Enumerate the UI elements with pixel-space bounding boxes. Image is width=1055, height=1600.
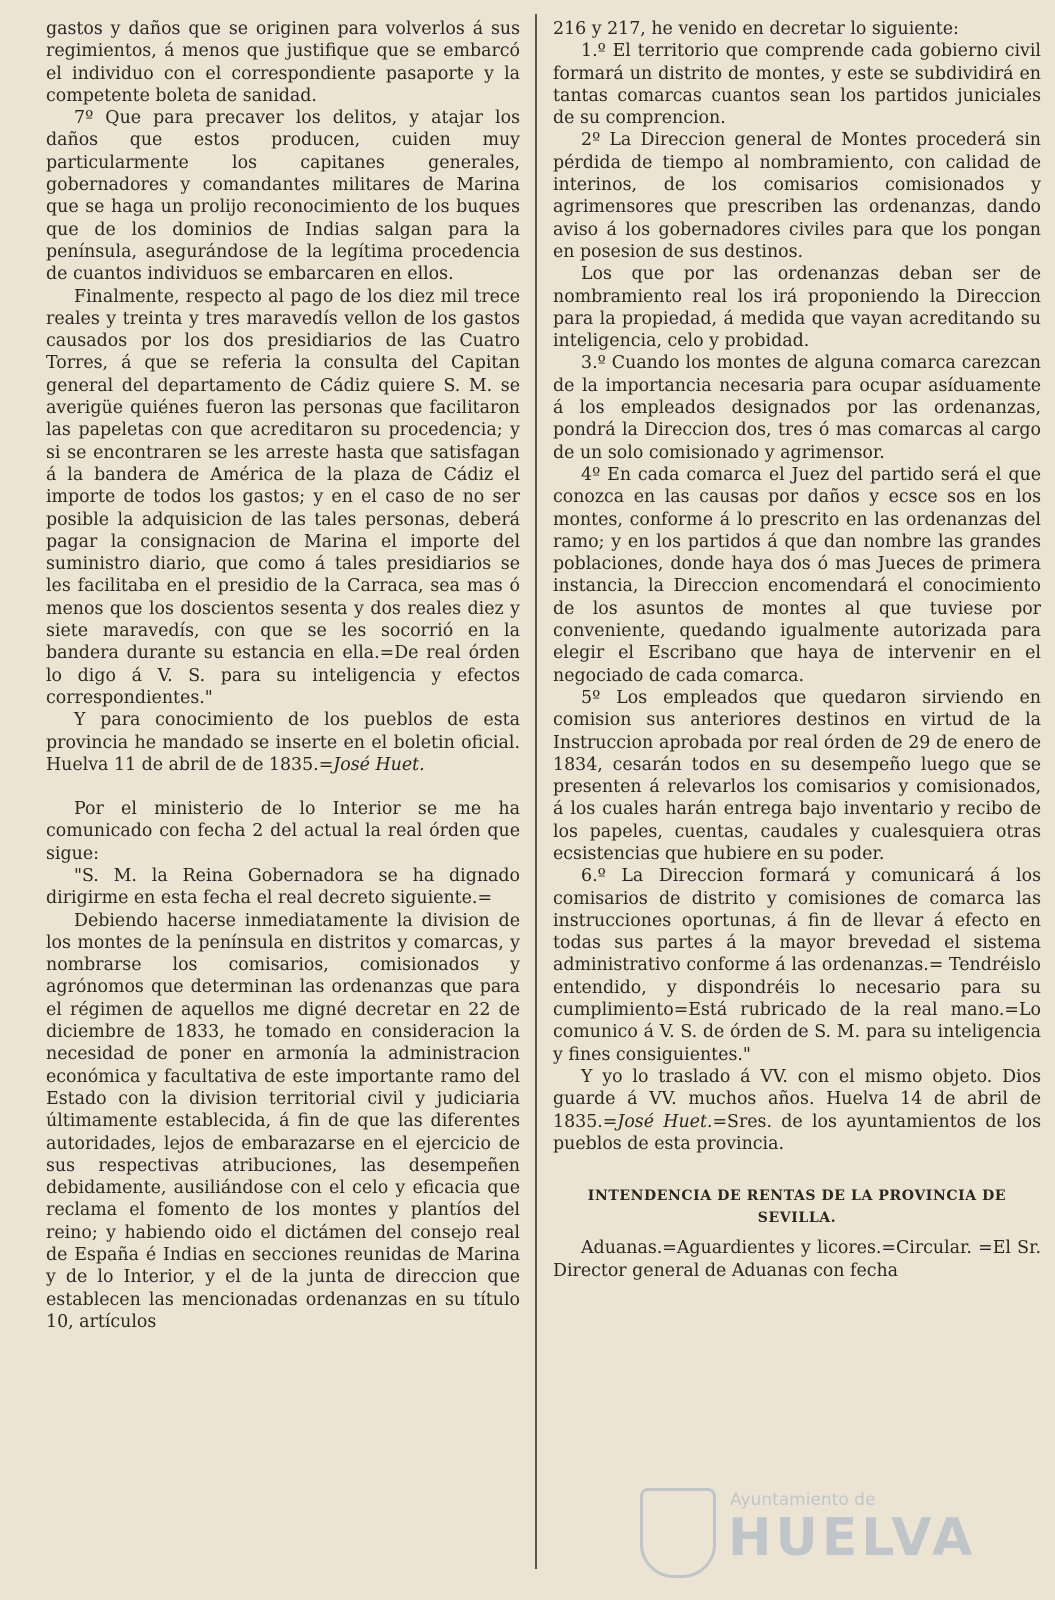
section-heading-sub: SEVILLA. bbox=[757, 1210, 837, 1227]
shield-icon bbox=[640, 1488, 716, 1578]
signature-huet: José Huet. bbox=[333, 754, 425, 775]
left-paragraph-6: "S. M. la Reina Gobernadora se ha dignado dirigirme en esta fecha el real decreto siguiente.= bbox=[46, 865, 520, 909]
watermark-line-1: Ayuntamiento de bbox=[730, 1490, 876, 1510]
left-paragraph-5: Por el ministerio de lo Interior se me ha comunicado con fecha 2 del actual la real órden que sigue: bbox=[46, 799, 520, 864]
right-paragraph-8: 6.º La Direccion formará y comunicará á los comisarios de distrito y comisiones de comarca las instrucciones oportunas, á fin de llevar á efecto en todas sus partes á la mayor brevedad el sistema administrativo conforme á las ordenanzas.= Tendréislo entendido, y dispondréis lo necesario para su cumplimiento=Está rubricado de la real mano.=Lo comunico á V. S. de órden de S. M. para su inteligencia y fines consiguientes." bbox=[553, 866, 1041, 1065]
left-paragraph-4 bbox=[46, 709, 520, 776]
left-paragraph-7: Debiendo hacerse inmediatamente la division de los montes de la península en distritos y comarcas, y nombrarse los comisarios, comisionados y agrónomos que determinan las ordenanzas que para el régimen de aquellos me digné decretar en 22 de diciembre de 1833, he tomado en consideracion la necesidad de poner en armonía la administracion económica y facultativa de este importante ramo del Estado con la division territorial civil y judiciaria últimamente establecida, á fin de que las diferentes autoridades, lejos de embarazarse en el ejercicio de sus respectivas atribuciones, las desempeñen debidamente, ausiliándose con el celo y eficacia que reclama el fomento de los montes y plantíos del reino; y habiendo oido el dictámen del consejo real de España é Indias en secciones reunidas de Marina y de lo Interior, y el de la junta de direccion que establecen las mencionadas ordenanzas en su título 10, artículos bbox=[46, 910, 520, 1332]
left-paragraph-2: 7º Que para precaver los delitos, y atajar los daños que estos producen, cuiden muy particularmente los capitanes generales, gobernadores y comandantes militares de Marina que se haga un prolijo reconocimiento de los buques que de los dominios de Indias salgan para la península, asegurándose de la legítima procedencia de cuantos individuos se embarcaren en ellos. bbox=[46, 108, 520, 285]
right-paragraph-6: 4º En cada comarca el Juez del partido será el que conozca en las causas por daños y ecsce sos en los montes, conforme á lo prescrito en las ordenanzas del ramo; y en los partidos á que dan nombre las grandes poblaciones, donde haya dos ó mas Jueces de primera instancia, la Direccion encomendará el conocimiento de los asuntos de montes al que tuviese por conveniente, quedando igualmente autorizada para elegir el Escribano que haya de intervenir en el negociado de cada comarca. bbox=[553, 464, 1041, 686]
left-column bbox=[46, 18, 520, 1333]
right-paragraph-3: 2º La Direccion general de Montes procederá sin pérdida de tiempo al nombramiento, con calidad de interinos, de los comisarios comisionados y agrimensores que prescriben las ordenanzas, dando aviso á los gobernadores civiles para que los pongan en posesion de sus destinos. bbox=[553, 130, 1041, 262]
right-paragraph-7: 5º Los empleados que quedaron sirviendo en comision sus anteriores destinos en virtud de la Instruccion aprobada por real órden de 29 de enero de 1834, cesarán todos en su desempeño luego que se presenten á relevarlos los comisarios y comisionados, á los cuales harán entrega bajo inventario y recibo de los papeles, cuentas, caudales y cualesquiera otras ecsistencias que hubiere en su poder. bbox=[553, 687, 1041, 864]
right-paragraph-2: 1.º El territorio que comprende cada gobierno civil formará un distrito de montes, y este se subdividirá en tantas comarcas cuantos sean los partidos juniciales de su comprencion. bbox=[553, 41, 1041, 129]
section-heading: INTENDENCIA DE RENTAS DE LA PROVINCIA DE bbox=[587, 1188, 1007, 1205]
right-paragraph-9 bbox=[553, 1066, 1041, 1155]
left-paragraph-3: Finalmente, respecto al pago de los diez mil trece reales y treinta y tres maravedís vellon de los gastos causados por los dos presidiarios de las Cuatro Torres, á que se referia la consulta del Capitan general del departamento de Cádiz quiere S. M. se averigüe quiénes fueron las personas que facilitaron las papeletas con que acreditaron su procedencia; y si se encontraren se les arreste hasta que satisfagan á la bandera de América de la plaza de Cádiz el importe de todos los gastos; y en el caso de no ser posible la adquisicion de las tales personas, deberá pagar la consignacion de Marina el importe del suministro diario, que como á tales presidiarios se les facilitaba en el presidio de la Carraca, sea mas ó menos que los doscientos sesenta y dos reales diez y siete maravedís, con que se les socorrió en la bandera durante su estancia en ella.=De real órden lo digo á V. S. para su inteligencia y efectos correspondientes." bbox=[46, 286, 520, 708]
right-paragraph-4: Los que por las ordenanzas deban ser de nombramiento real los irá proponiendo la Direccion para la propiedad, á medida que vayan acreditando su inteligencia, celo y probidad. bbox=[553, 264, 1041, 352]
left-paragraph-4-text: Y para conocimiento de los pueblos de esta provincia he mandado se inserte en el boletin oficial. Huelva 11 de abril de de 1835.= bbox=[46, 710, 520, 775]
column-divider bbox=[535, 14, 537, 1569]
right-paragraph-1: 216 y 217, he venido en decretar lo siguiente: bbox=[553, 19, 959, 39]
spacer bbox=[46, 776, 520, 798]
right-paragraph-9-text-a: Y yo lo traslado á VV. con el mismo objeto. Dios guarde á VV. muchos años. Huelva 14 de abril de 1835.= bbox=[553, 1066, 1041, 1132]
watermark-line-2: HUELVA bbox=[728, 1508, 977, 1568]
right-column bbox=[553, 18, 1041, 1282]
right-paragraph-5: 3.º Cuando los montes de alguna comarca carezcan de la importancia necesaria para ocupar asíduamente á los empleados designados por las ordenanzas, pondrá la Direccion dos, tres ó mas comarcas al cargo de un solo comisionado y agrimensor. bbox=[553, 353, 1041, 463]
signature-huet-2: José Huet. bbox=[617, 1111, 713, 1132]
archive-watermark bbox=[640, 1470, 980, 1590]
right-paragraph-9-text-b: =Sres. de los ayuntamientos de los pueblos de esta provincia. bbox=[553, 1111, 1041, 1154]
right-paragraph-10: Aduanas.=Aguardientes y licores.=Circular. =El Sr. Director general de Aduanas con fecha bbox=[553, 1238, 1041, 1281]
left-paragraph-1: gastos y daños que se originen para volverlos á sus regimientos, á menos que justifique que se embarcó el individuo con el correspondiente pasaporte y la competente boleta de sanidad. bbox=[46, 19, 520, 106]
